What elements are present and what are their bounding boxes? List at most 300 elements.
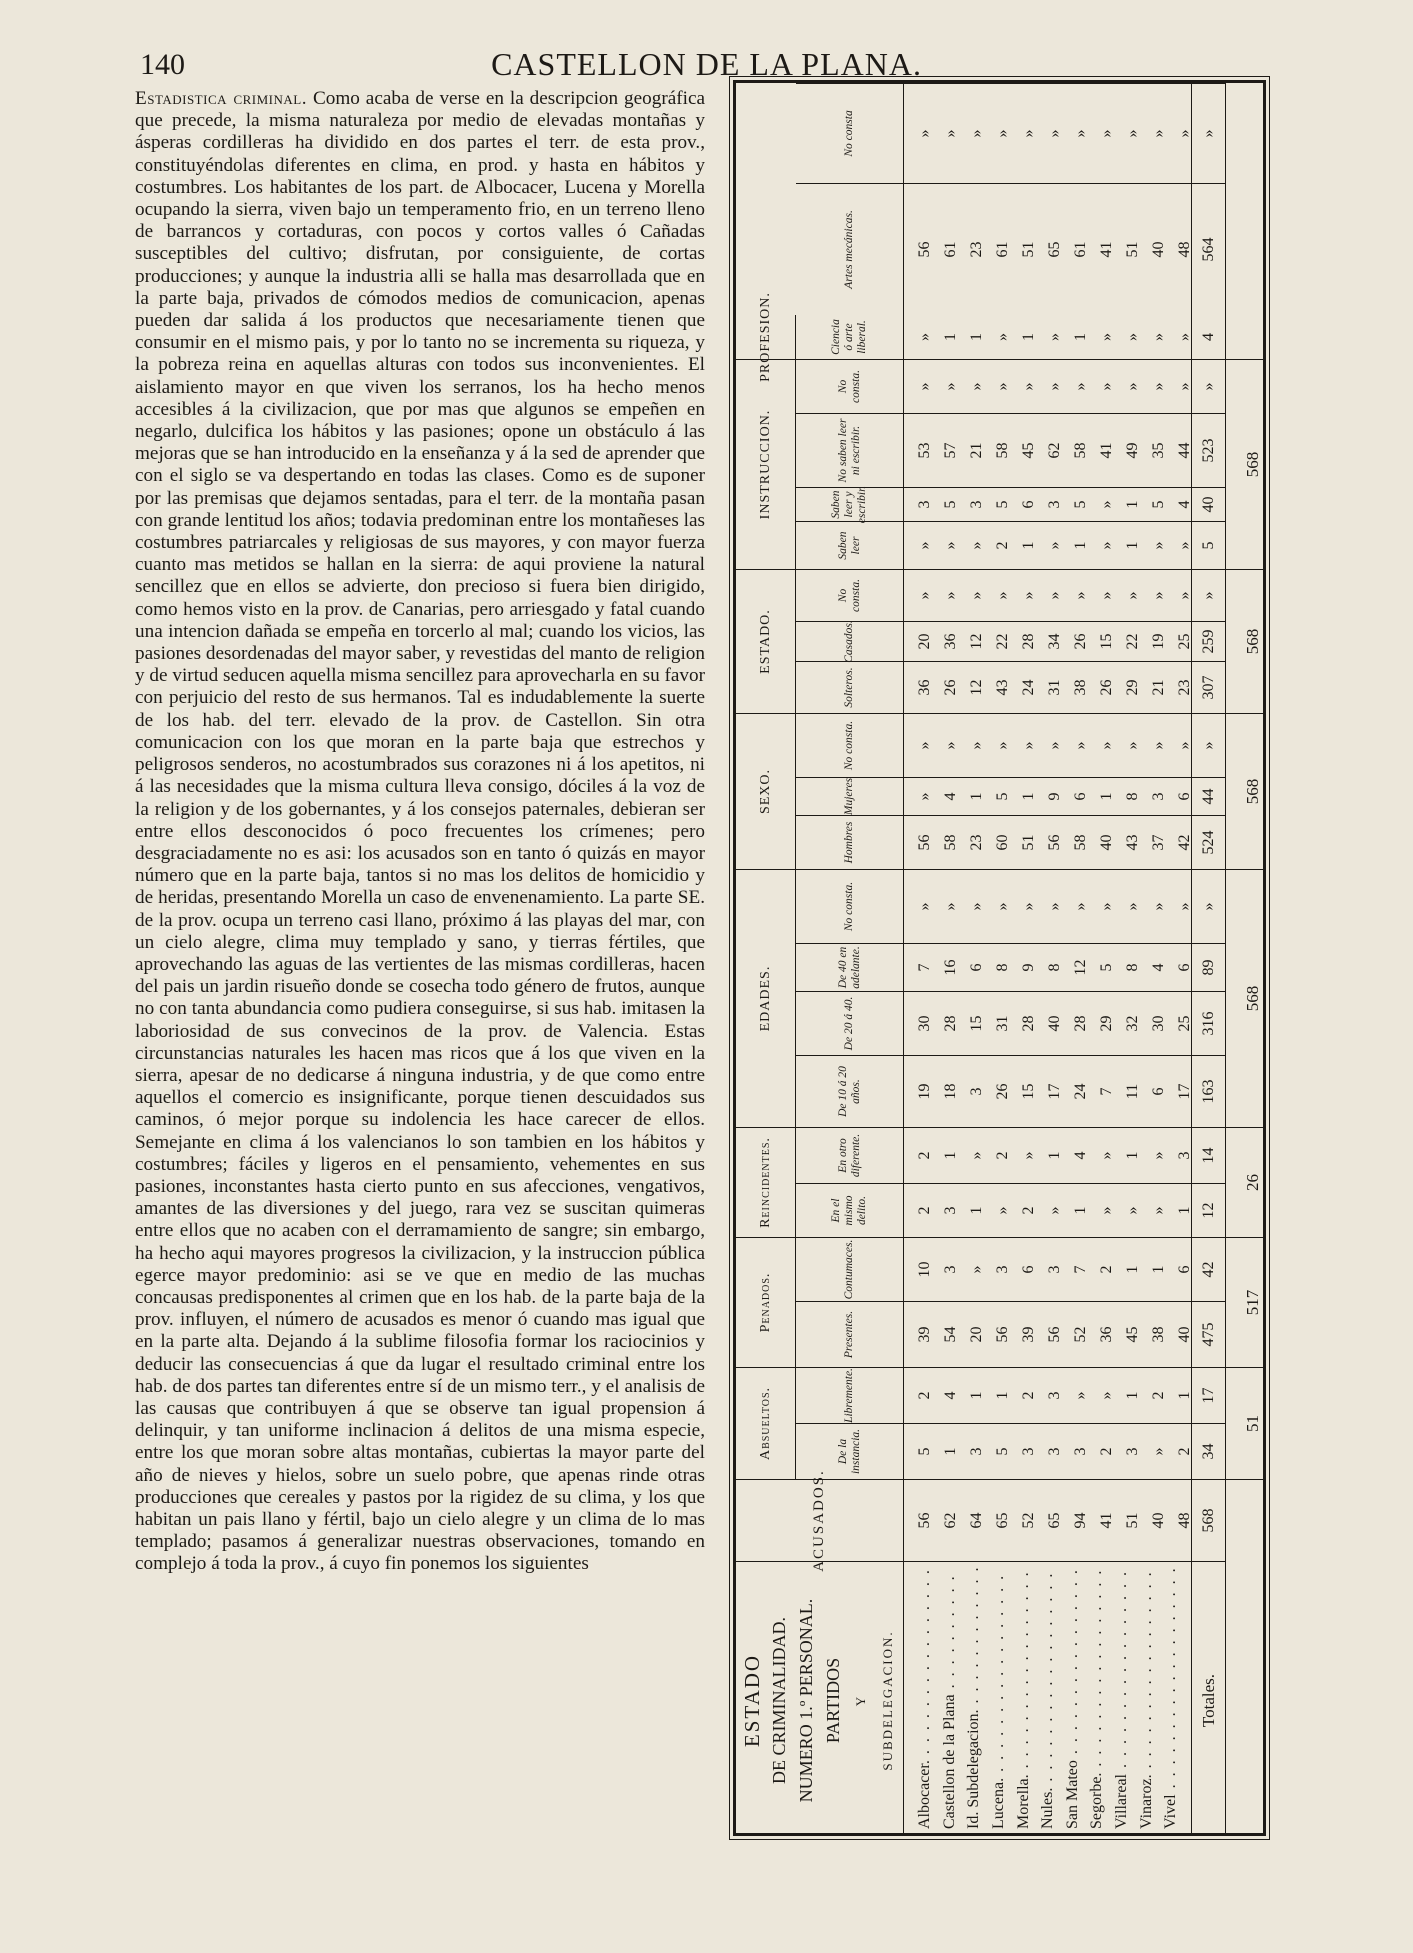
table-cell: 6: [1176, 1265, 1193, 1274]
table-cell: 5: [994, 1447, 1011, 1456]
table-cell: 2: [994, 1151, 1011, 1160]
table-cell: »: [1176, 902, 1193, 911]
table-cell: 40: [1098, 834, 1115, 851]
acusados-values: [904, 1479, 1192, 1561]
body-text: [135, 88, 705, 1938]
column-total: 89: [1192, 943, 1226, 991]
table-cell: 1: [994, 1391, 1011, 1400]
acusados-value: 65: [1046, 1512, 1063, 1529]
table-cell: »: [968, 1265, 985, 1274]
table-cell: 26: [1098, 679, 1115, 696]
group-total-edades: [1226, 869, 1266, 1127]
table-cell: »: [1020, 1151, 1037, 1160]
table-cell: 6: [1072, 792, 1089, 801]
table-cell: »: [968, 129, 985, 138]
table-cell: 4: [942, 1391, 959, 1400]
table-cell: 24: [1072, 1083, 1089, 1100]
column-header: De la instancia.: [796, 1423, 904, 1479]
partido-name: Albocacer. . . .: [912, 1568, 937, 1829]
table-cell: 40: [1176, 1326, 1193, 1343]
table-cell: 41: [1098, 241, 1115, 258]
column-header: No consta: [796, 83, 904, 183]
column-total: »: [1192, 569, 1226, 621]
group-total-value: 568: [1242, 451, 1262, 478]
table-cell: 6: [1020, 500, 1037, 509]
table-cell: »: [1046, 591, 1063, 600]
column-total: 34: [1192, 1423, 1226, 1479]
table-cell: 5: [1150, 500, 1167, 509]
column-header: En otro diferente.: [796, 1127, 904, 1183]
column-total: 5: [1192, 521, 1226, 569]
column-values: [904, 991, 1192, 1055]
column-values: [904, 521, 1192, 569]
table-cell: 1: [1072, 333, 1089, 341]
table-cell: 40: [1150, 241, 1167, 258]
table-cell: 28: [1020, 1015, 1037, 1032]
table-cell: 1: [1098, 792, 1115, 801]
table-cell: 57: [942, 442, 959, 459]
table-cell: »: [1098, 333, 1115, 341]
table-cell: »: [1150, 591, 1167, 600]
partido-name: Villareal . . .: [1109, 1568, 1134, 1829]
table-cell: 24: [1020, 679, 1037, 696]
table-cell: »: [994, 591, 1011, 600]
table-cell: 51: [1020, 241, 1037, 258]
table-cell: »: [1046, 382, 1063, 391]
partido-name: Vinaroz. . . .: [1134, 1568, 1159, 1829]
table-cell: 28: [1020, 633, 1037, 650]
group-total-value: 26: [1242, 1174, 1262, 1191]
subdelegacion-label: SUBDELEGACION.: [879, 1630, 895, 1771]
table-cell: »: [1098, 1151, 1115, 1160]
table-cell: 3: [968, 1447, 985, 1456]
partido-name: Vivel . . .: [1158, 1568, 1183, 1829]
group-total-value: 517: [1242, 1289, 1262, 1316]
table-cell: 36: [1098, 1326, 1115, 1343]
column-total: 524: [1192, 815, 1226, 869]
table-cell: »: [1098, 541, 1115, 550]
table-cell: 1: [1072, 541, 1089, 550]
table-cell: »: [968, 382, 985, 391]
table-cell: »: [1098, 1206, 1115, 1215]
acusados-value: 62: [942, 1512, 959, 1529]
column-total: 40: [1192, 487, 1226, 521]
table-cell: 1: [968, 1391, 985, 1400]
column-total: 17: [1192, 1367, 1226, 1423]
partidos-label: PARTIDOS: [822, 1657, 843, 1744]
table-cell: 26: [994, 1083, 1011, 1100]
table-cell: 60: [994, 834, 1011, 851]
partido-name: Nules. . . .: [1035, 1568, 1060, 1829]
table-cell: »: [1098, 902, 1115, 911]
table-cell: 9: [1020, 963, 1037, 972]
column-header: Saben leer y escribir.: [796, 487, 904, 521]
column-total: »: [1192, 713, 1226, 777]
table-cell: »: [1072, 1391, 1089, 1400]
table-cell: 1: [1020, 792, 1037, 801]
table-cell: 2: [1150, 1391, 1167, 1400]
table-cell: 39: [1020, 1326, 1037, 1343]
table-cell: 21: [968, 442, 985, 459]
table-title-line: ESTADO: [739, 1653, 764, 1748]
table-cell: 35: [1150, 442, 1167, 459]
table-cell: »: [1176, 541, 1193, 550]
column-header: Contumaces.: [796, 1237, 904, 1301]
table-cell: »: [942, 382, 959, 391]
acusados-value: 48: [1176, 1512, 1193, 1529]
column-values: [904, 815, 1192, 869]
table-cell: »: [1124, 1206, 1141, 1215]
column-values: [904, 1423, 1192, 1479]
table-cell: 15: [968, 1015, 985, 1032]
column-values: [904, 183, 1192, 315]
table-cell: 1: [1020, 333, 1037, 341]
table-cell: 20: [916, 633, 933, 650]
table-cell: »: [968, 902, 985, 911]
column-total: 42: [1192, 1237, 1226, 1301]
table-cell: 43: [1124, 834, 1141, 851]
column-values: [904, 1367, 1192, 1423]
table-cell: 23: [968, 834, 985, 851]
column-values: [904, 1183, 1192, 1237]
table-cell: »: [1098, 129, 1115, 138]
table-cell: 17: [1046, 1083, 1063, 1100]
table-cell: 19: [916, 1083, 933, 1100]
table-cell: »: [916, 792, 933, 801]
table-cell: 1: [942, 1447, 959, 1456]
table-cell: »: [994, 1206, 1011, 1215]
table-cell: 49: [1124, 442, 1141, 459]
table-cell: 6: [1176, 963, 1193, 972]
table-cell: 1: [968, 333, 985, 341]
table-cell: 3: [942, 1206, 959, 1215]
table-cell: 23: [1176, 679, 1193, 696]
table-cell: 45: [1124, 1326, 1141, 1343]
table-cell: 45: [1020, 442, 1037, 459]
column-total: 4: [1192, 315, 1226, 359]
column-total: 163: [1192, 1055, 1226, 1127]
table-cell: 17: [1176, 1083, 1193, 1100]
table-cell: »: [942, 591, 959, 600]
table-cell: »: [1046, 333, 1063, 341]
table-cell: 5: [994, 792, 1011, 801]
group-total-value: 568: [1242, 778, 1262, 805]
table-cell: 1: [1020, 541, 1037, 550]
table-cell: 22: [1124, 633, 1141, 650]
table-cell: 30: [1150, 1015, 1167, 1032]
table-cell: 22: [994, 633, 1011, 650]
column-values: [904, 1127, 1192, 1183]
table-cell: »: [994, 741, 1011, 750]
table-cell: 36: [942, 633, 959, 650]
table-cell: 3: [942, 1265, 959, 1274]
group-header-absueltos: Absueltos.: [736, 1367, 796, 1479]
column-header: Saben leer: [796, 521, 904, 569]
column-header: Casados.: [796, 621, 904, 661]
table-cell: »: [1150, 382, 1167, 391]
column-values: [904, 359, 1192, 413]
group-total-instruccion: [1226, 359, 1266, 569]
table-cell: 10: [916, 1261, 933, 1278]
group-header-sexo: SEXO.: [736, 713, 796, 869]
column-header: De 10 á 20 años.: [796, 1055, 904, 1127]
table-cell: »: [1150, 1447, 1167, 1456]
table-cell: 29: [1124, 679, 1141, 696]
table-cell: »: [916, 741, 933, 750]
table-cell: »: [916, 333, 933, 341]
group-total-sexo: [1226, 713, 1266, 869]
table-cell: 40: [1046, 1015, 1063, 1032]
table-cell: »: [1150, 902, 1167, 911]
column-total: 259: [1192, 621, 1226, 661]
table-cell: 38: [1150, 1326, 1167, 1343]
table-cell: 30: [916, 1015, 933, 1032]
table-cell: 51: [1124, 241, 1141, 258]
table-cell: »: [968, 591, 985, 600]
table-cell: 58: [1072, 442, 1089, 459]
table-cell: 58: [994, 442, 1011, 459]
table-cell: »: [1176, 129, 1193, 138]
table-cell: 29: [1098, 1015, 1115, 1032]
acusados-value: 64: [968, 1512, 985, 1529]
table-cell: 54: [942, 1326, 959, 1343]
table-cell: 31: [1046, 679, 1063, 696]
table-cell: 2: [994, 541, 1011, 550]
table-cell: 51: [1020, 834, 1037, 851]
table-cell: 1: [1124, 500, 1141, 509]
table-cell: »: [942, 541, 959, 550]
table-cell: 2: [1098, 1447, 1115, 1456]
table-cell: 28: [1072, 1015, 1089, 1032]
table-cell: 3: [994, 1265, 1011, 1274]
column-header: No saben leer ni escribir.: [796, 413, 904, 487]
table-cell: 2: [916, 1151, 933, 1160]
group-header-instruccion: INSTRUCCION.: [736, 359, 796, 569]
column-total: 44: [1192, 777, 1226, 815]
column-header: No consta.: [796, 569, 904, 621]
table-cell: 3: [1046, 1265, 1063, 1274]
table-cell: »: [1150, 333, 1167, 341]
acusados-value: 51: [1124, 1512, 1141, 1529]
table-cell: »: [994, 129, 1011, 138]
column-values: [904, 1237, 1192, 1301]
criminality-table: [733, 80, 1266, 1836]
table-cell: 1: [968, 792, 985, 801]
table-cell: 56: [916, 241, 933, 258]
column-values: [904, 1301, 1192, 1367]
table-cell: 2: [1098, 1265, 1115, 1274]
table-cell: 56: [1046, 834, 1063, 851]
column-total: 12: [1192, 1183, 1226, 1237]
table-cell: 1: [942, 333, 959, 341]
group-header-penados: Penados.: [736, 1237, 796, 1367]
table-cell: »: [994, 382, 1011, 391]
table-cell: 39: [916, 1326, 933, 1343]
table-cell: 4: [1176, 500, 1193, 509]
table-cell: »: [1046, 1206, 1063, 1215]
partido-name: Id. Subdelegacion. . . .: [961, 1568, 986, 1829]
column-values: [904, 869, 1192, 943]
table-cell: 42: [1176, 834, 1193, 851]
table-cell: 1: [1072, 1206, 1089, 1215]
column-total: 523: [1192, 413, 1226, 487]
column-header: En el mismo delito.: [796, 1183, 904, 1237]
table-cell: 4: [942, 792, 959, 801]
column-values: [904, 83, 1192, 183]
table-cell: 5: [994, 500, 1011, 509]
partidos-list: [904, 1561, 1192, 1836]
column-header: Hombres: [796, 815, 904, 869]
table-cell: 1: [1176, 1206, 1193, 1215]
table-cell: 21: [1150, 679, 1167, 696]
table-cell: 32: [1124, 1015, 1141, 1032]
table-cell: »: [1046, 541, 1063, 550]
column-header: Mujeres: [796, 777, 904, 815]
table-cell: »: [994, 333, 1011, 341]
table-cell: »: [1150, 1151, 1167, 1160]
column-values: [904, 621, 1192, 661]
table-cell: 12: [968, 633, 985, 650]
table-title-line: NUMERO 1.º PERSONAL.: [795, 1598, 816, 1803]
running-head: CASTELLON DE LA PLANA.: [491, 46, 922, 82]
table-cell: 5: [916, 1447, 933, 1456]
table-cell: 3: [1046, 1447, 1063, 1456]
table-cell: 61: [942, 241, 959, 258]
acusados-value: 40: [1150, 1512, 1167, 1529]
table-cell: »: [942, 741, 959, 750]
partido-name: San Mateo . . .: [1060, 1568, 1085, 1829]
table-title: [736, 1561, 904, 1836]
table-cell: »: [968, 741, 985, 750]
page-number: 140: [140, 48, 185, 81]
table-cell: 23: [968, 241, 985, 258]
acusados-value: 52: [1020, 1512, 1037, 1529]
acusados-total: 568: [1192, 1479, 1226, 1561]
table-cell: 5: [942, 500, 959, 509]
table-cell: 6: [1176, 792, 1193, 801]
table-cell: »: [916, 129, 933, 138]
group-total-absueltos: [1226, 1367, 1266, 1479]
column-header: No consta.: [796, 359, 904, 413]
table-cell: 2: [1020, 1391, 1037, 1400]
column-total: 475: [1192, 1301, 1226, 1367]
table-cell: 7: [1098, 1087, 1115, 1096]
table-title-line: DE CRIMINALIDAD.: [768, 1617, 789, 1784]
group-header-profesion: PROFESION.: [736, 315, 796, 359]
table-cell: »: [1098, 1391, 1115, 1400]
column-values: [904, 487, 1192, 521]
group-total-value: 51: [1242, 1415, 1262, 1432]
table-cell: 4: [1072, 1151, 1089, 1160]
column-values: [904, 569, 1192, 621]
table-cell: »: [1176, 741, 1193, 750]
column-header: No consta.: [796, 713, 904, 777]
table-cell: 53: [916, 442, 933, 459]
table-cell: »: [1098, 382, 1115, 391]
table-cell: 19: [1150, 633, 1167, 650]
table-cell: 1: [1046, 1151, 1063, 1160]
column-total: 14: [1192, 1127, 1226, 1183]
table-cell: »: [1020, 591, 1037, 600]
table-cell: »: [994, 902, 1011, 911]
table-cell: 12: [1072, 959, 1089, 976]
group-total-penados: [1226, 1237, 1266, 1367]
group-header-edades: EDADES.: [736, 869, 796, 1127]
table-cell: »: [1176, 591, 1193, 600]
table-cell: »: [1150, 1206, 1167, 1215]
column-total: 307: [1192, 661, 1226, 713]
acusados-value: 56: [916, 1512, 933, 1529]
table-cell: 3: [916, 500, 933, 509]
table-cell: 3: [1072, 1447, 1089, 1456]
criminality-grid: [736, 83, 1266, 1836]
table-cell: 7: [916, 963, 933, 972]
table-cell: »: [1072, 129, 1089, 138]
table-cell: 41: [1098, 442, 1115, 459]
table-cell: 6: [1150, 1087, 1167, 1096]
table-cell: »: [1046, 741, 1063, 750]
table-cell: »: [1046, 902, 1063, 911]
table-cell: »: [1150, 129, 1167, 138]
column-header: Ciencia ó arte liberal.: [796, 315, 904, 359]
acusados-value: 65: [994, 1512, 1011, 1529]
table-cell: 26: [1072, 633, 1089, 650]
column-header: No consta.: [796, 869, 904, 943]
partido-name: Castellon de la Plana . . .: [937, 1568, 962, 1829]
table-cell: 38: [1072, 679, 1089, 696]
column-header: De 40 en adelante.: [796, 943, 904, 991]
table-cell: 3: [1046, 500, 1063, 509]
table-cell: 1: [1124, 1151, 1141, 1160]
table-cell: »: [968, 541, 985, 550]
partido-name: Lucena. . . .: [986, 1568, 1011, 1829]
table-cell: 65: [1046, 241, 1063, 258]
table-cell: 1: [1124, 1265, 1141, 1274]
table-cell: 61: [994, 241, 1011, 258]
table-cell: 37: [1150, 834, 1167, 851]
table-cell: 3: [1176, 1151, 1193, 1160]
column-total: 564: [1192, 183, 1226, 315]
table-cell: »: [1124, 382, 1141, 391]
table-cell: 8: [1124, 963, 1141, 972]
table-cell: 1: [1124, 541, 1141, 550]
table-cell: »: [1150, 541, 1167, 550]
table-cell: 36: [916, 679, 933, 696]
table-cell: 12: [968, 679, 985, 696]
table-cell: »: [1150, 741, 1167, 750]
table-cell: 61: [1072, 241, 1089, 258]
table-cell: 34: [1046, 633, 1063, 650]
column-values: [904, 1055, 1192, 1127]
y-label: Y: [852, 1694, 868, 1707]
table-cell: »: [1098, 500, 1115, 509]
column-total: 316: [1192, 991, 1226, 1055]
table-cell: »: [1098, 591, 1115, 600]
table-cell: 1: [1176, 1391, 1193, 1400]
table-cell: 3: [1150, 792, 1167, 801]
table-cell: »: [1124, 333, 1141, 341]
table-cell: »: [1124, 591, 1141, 600]
table-cell: »: [942, 902, 959, 911]
section-lead: Estadistica criminal.: [135, 88, 308, 109]
table-cell: 25: [1176, 1015, 1193, 1032]
section-body: Como acaba de verse en la descripcion geográfica que precede, la misma naturaleza por medio de elevadas montañas y ásperas cordilleras ha dividido en dos partes el terr. de esta prov., constituyéndolas diferentes en clima, en prod. y hasta en hábitos y costumbres. Los habitantes de los part. de Albocacer, Lucena y Morella ocupando la sierra, viven bajo un temperamento frio, en un terreno lleno de barrancos y cortaduras, con pocos y cortos valles ó Cañadas susceptibles del cultivo; disfrutan, por consiguiente, de cortas producciones; y aunque la industria alli se halla mas desarrollada que en la parte baja, privados de cómodos medios de comunicacion, apenas pueden dar salida á los productos que necesariamente tienen que consumir en el mismo pais, y por lo tanto no se incrementa su riqueza, y la pobreza reina en aquellas alturas con todos sus inconvenientes. El aislamiento mayor en que viven los serranos, los ha hecho menos accesibles á la civilizacion, que por mas que algunos se empeñen en negarlo, dulcifica los hábitos y las pasiones; opone un obstáculo á las mejoras que se han introducido en la enseñanza y á la sed de aprender que con el siglo se va despertando en todas las clases. Como es de suponer por las premisas que dejamos sentadas, para el terr. de la montaña pasan con grande lentitud los años; todavia predominan entre los montañeses las costumbres patriarcales y religiosas de sus mayores, y con mayor fuerza cuanto mas metidos se hallan en la sierra: de aqui proviene la natural sencillez que en ellos se advierte, don precioso si fuera bien dirigido, como hemos visto en la prov. de Canarias, pero arriesgado y fatal cuando una intencion dañada se empeña en torcerlo al mal; cuando los vicios, las pasiones desordenadas del mayor saber, y revestidas del manto de religion y de virtud seducen aquella misma sencillez para aprovecharla en su favor con perjuicio del resto de sus hermanos. Tal es indudablemente la suerte de los hab. del terr. elevado de la prov. de Castellon. Sin otra comunicacion con los que moran en la parte baja que estrechos y peligrosos senderos, no acostumbrados sus corazones ni á los apetitos, ni á las necesidades que la misma cultura lleva consigo, dóciles á la voz de la religion y de los gobernantes, y á los consejos paternales, debieran ser entre ellos desconocidos ó poco frecuentes los crímenes; pero desgraciadamente no es asi: los acusados son en tanto ó quizás en mayor número que en la parte baja, tantos si no mas los delitos de homicidio y de heridas, presentando Morella un caso de envenenamiento. La parte SE. de la prov. ocupa un terreno casi llano, próximo á las playas del mar, con un cielo alegre, clima muy templado y sano, y tierras fértiles, que aprovechando las aguas de las vertientes de las mismas cordilleras, hacen del pais un jardin risueño donde se cosecha todo género de frutos, aunque no con tanta abundancia como pudiera conseguirse, si sus hab. imitasen la laboriosidad de sus convecinos de la prov. de Valencia. Estas circunstancias naturales les hacen mas ricos que á los que viven en la sierra, apesar de no dedicarse á ninguna industria, y de que como entre aquellos el comercio es insignificante, porque tienen descuidados sus caminos, ó mejor porque su indolencia les hace carecer de ellos. Semejante en clima á los valencianos lo son tambien en los hábitos y costumbres; fáciles y ligeros en el pensamiento, vehementes en sus pasiones, inconstantes hasta cierto punto en sus afecciones, vengativos, amantes de las diversiones y del juego, rara vez se suscitan quimeras entre ellos que no acaben con el derramamiento de sangre; sin embargo, ha hecho aqui mayores progresos la civilizacion, y la instruccion pública egerce mayor predominio: asi se ve que en medio de las muchas concausas predisponentes al crimen que en los hab. de la parte baja de la prov. influyen, el número de acusados es menor ó cuando mas igual que en la parte alta. Dejando á la sublime filosofia formar los raciocinios y deducir las consecuencias á que da lugar el resultado criminal entre los hab. de dos partes tan diferentes entre sí de un mismo terr., y el analisis de las causas que contribuyen á que se observe tan igual propension á delinquir, y tan uniforme inclinacion á delitos de una misma especie, entre los que moran sobre altas montañas, cubiertas la mayor parte del año de nieves y hielos, sobre un suelo pobre, que apenas rinde otras producciones que cereales y pastos por la rigidez de su clima, y los que habitan un pais llano y fértil, bajo un cielo alegre y un clima de lo mas templado; pasamos á generalizar nuestras observaciones, tomando en complejo á toda la prov., á cuyo fin ponemos los siguientes: [135, 88, 705, 1575]
column-header: Artes mecánicas.: [796, 183, 904, 315]
table-cell: 16: [942, 959, 959, 976]
table-cell: »: [1124, 902, 1141, 911]
column-values: [904, 413, 1192, 487]
table-cell: 20: [968, 1326, 985, 1343]
